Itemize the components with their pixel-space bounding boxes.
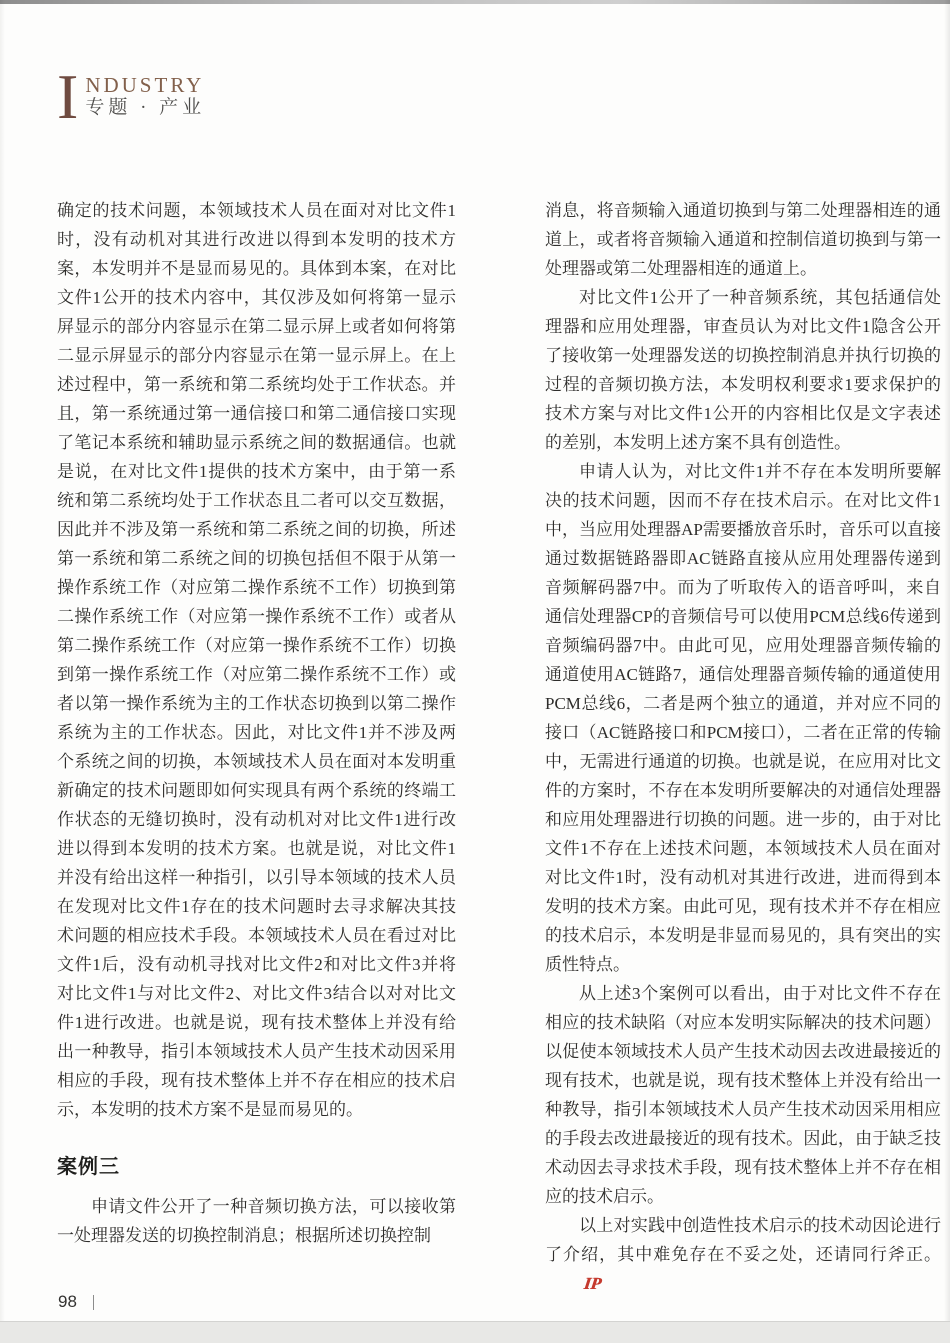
scan-left-edge — [0, 0, 5, 1343]
case-heading: 案例三 — [57, 1156, 120, 1178]
page-number: 98 — [58, 1292, 77, 1311]
article-end-ip-mark: IP — [582, 1274, 603, 1293]
scan-right-edge — [944, 0, 950, 1343]
section-initial-letter: I — [57, 61, 79, 132]
left-column — [57, 196, 456, 1250]
scan-bottom-edge — [0, 1321, 950, 1343]
body-paragraph-continued: 确定的技术问题，本领域技术人员在面对对比文件1时，没有动机对其进行改进以得到本发明的技术方案，本发明并不是显而易见的。具体到本案，在对比文件1公开的技术内容中，其仅涉及如何将第一显示屏显示的部分内容显示在第二显示屏上或者如何将第二显示屏显示的部分内容显示在第一显示屏上。在上述过程中，第一系统和第二系统均处于工作状态。并且，第一系统通过第一通信接口和第二通信接口实现了笔记本系统和辅助显示系统之间的数据通信。也就是说，在对比文件1提供的技术方案中，由于第一系统和第二系统均处于工作状态且二者可以交互数据，因此并不涉及第一系统和第二系统之间的切换，所述第一系统和第二系统之间的切换包括但不限于从第一操作系统工作（对应第二操作系统不工作）切换到第二操作系统工作（对应第一操作系统不工作）或者从第二操作系统工作（对应第一操作系统不工作）切换到第一操作系统工作（对应第二操作系统不工作）或者以第一操作系统为主的工作状态切换到以第二操作系统为主的工作状态。因此，对比文件1并不涉及两个系统之间的切换，本领域技术人员在面对本发明重新确定的技术问题即如何实现具有两个系统的终端工作状态的无缝切换时，没有动机对对比文件1进行改进以得到本发明的技术方案。也就是说，对比文件1并没有给出这样一种指引，以引导本领域的技术人员在发现对比文件1存在的技术问题时去寻求解决其技术问题的相应技术手段。本领域技术人员在看过对比文件1后，没有动机寻找对比文件2和对比文件3并将对比文件1与对比文件2、对比文件3结合以对对比文件1进行改进。也就是说，现有技术整体上并没有给出一种教导，指引本领域技术人员产生技术动因采用相应的手段，现有技术整体上并不存在相应的技术启示，本发明的技术方案不是显而易见的。 — [57, 201, 456, 1119]
body-paragraph-continued: 消息，将音频输入通道切换到与第二处理器相连的通道上，或者将音频输入通道和控制信道切换到与第一处理器或第二处理器相连的通道上。 — [545, 201, 941, 278]
scan-top-edge — [0, 0, 950, 4]
section-header — [57, 61, 206, 132]
section-title-cn: 专题 · 产业 — [85, 97, 206, 118]
footer-divider — [93, 1295, 94, 1310]
body-paragraph-final — [545, 1211, 941, 1298]
right-column — [545, 196, 941, 1298]
section-title-en: NDUSTRY — [85, 73, 205, 97]
final-paragraph-text: 以上对实践中创造性技术启示的技术动因论进行了介绍，其中难免存在不妥之处，还请同行斧正。 — [545, 1216, 941, 1264]
body-paragraph: 申请人认为，对比文件1并不存在本发明所要解决的技术问题，因而不存在技术启示。在对比文件1中，当应用处理器AP需要播放音乐时，音乐可以直接通过数据链路器即AC链路直接从应用处理器传递到音频解码器7中。而为了听取传入的语音呼叫，来自通信处理器CP的音频信号可以使用PCM总线6传递到音频编码器7中。由此可见，应用处理器音频传输的通道使用AC链路7，通信处理器音频传输的通道使用PCM总线6，二者是两个独立的通道，并对应不同的接口（AC链路接口和PCM接口），二者在正常的传输中，无需进行通道的切换。也就是说，在应用对比文件的方案时，不存在本发明所要解决的对通信处理器和应用处理器进行切换的问题。进一步的，由于对比文件1不存在上述技术问题，本领域技术人员在面对对比文件1时，没有动机对其进行改进，进而得到本发明的技术方案。由此可见，现有技术并不存在相应的技术启示，本发明是非显而易见的，具有突出的实质性特点。 — [545, 462, 941, 974]
body-paragraph: 申请文件公开了一种音频切换方法，可以接收第一处理器发送的切换控制消息；根据所述切换控制 — [57, 1197, 456, 1245]
body-paragraph: 从上述3个案例可以看出，由于对比文件不存在相应的技术缺陷（对应本发明实际解决的技术问题）以促使本领域技术人员产生技术动因去改进最接近的现有技术，也就是说，现有技术整体上并没有给出一种教导，指引本领域技术人员产生技术动因采用相应的手段去改进最接近的现有技术。因此，由于缺乏技术动因去寻求技术手段，现有技术整体上并不存在相应的技术启示。 — [545, 984, 941, 1206]
section-header-text — [85, 68, 205, 120]
body-paragraph: 对比文件1公开了一种音频系统，其包括通信处理器和应用处理器，审查员认为对比文件1隐含公开了接收第一处理器发送的切换控制消息并执行切换的过程的音频切换方法，本发明权利要求1要求保护的技术方案与对比文件1公开的内容相比仅是文字表述的差别，本发明上述方案不具有创造性。 — [545, 288, 941, 452]
page-footer — [58, 1292, 94, 1312]
